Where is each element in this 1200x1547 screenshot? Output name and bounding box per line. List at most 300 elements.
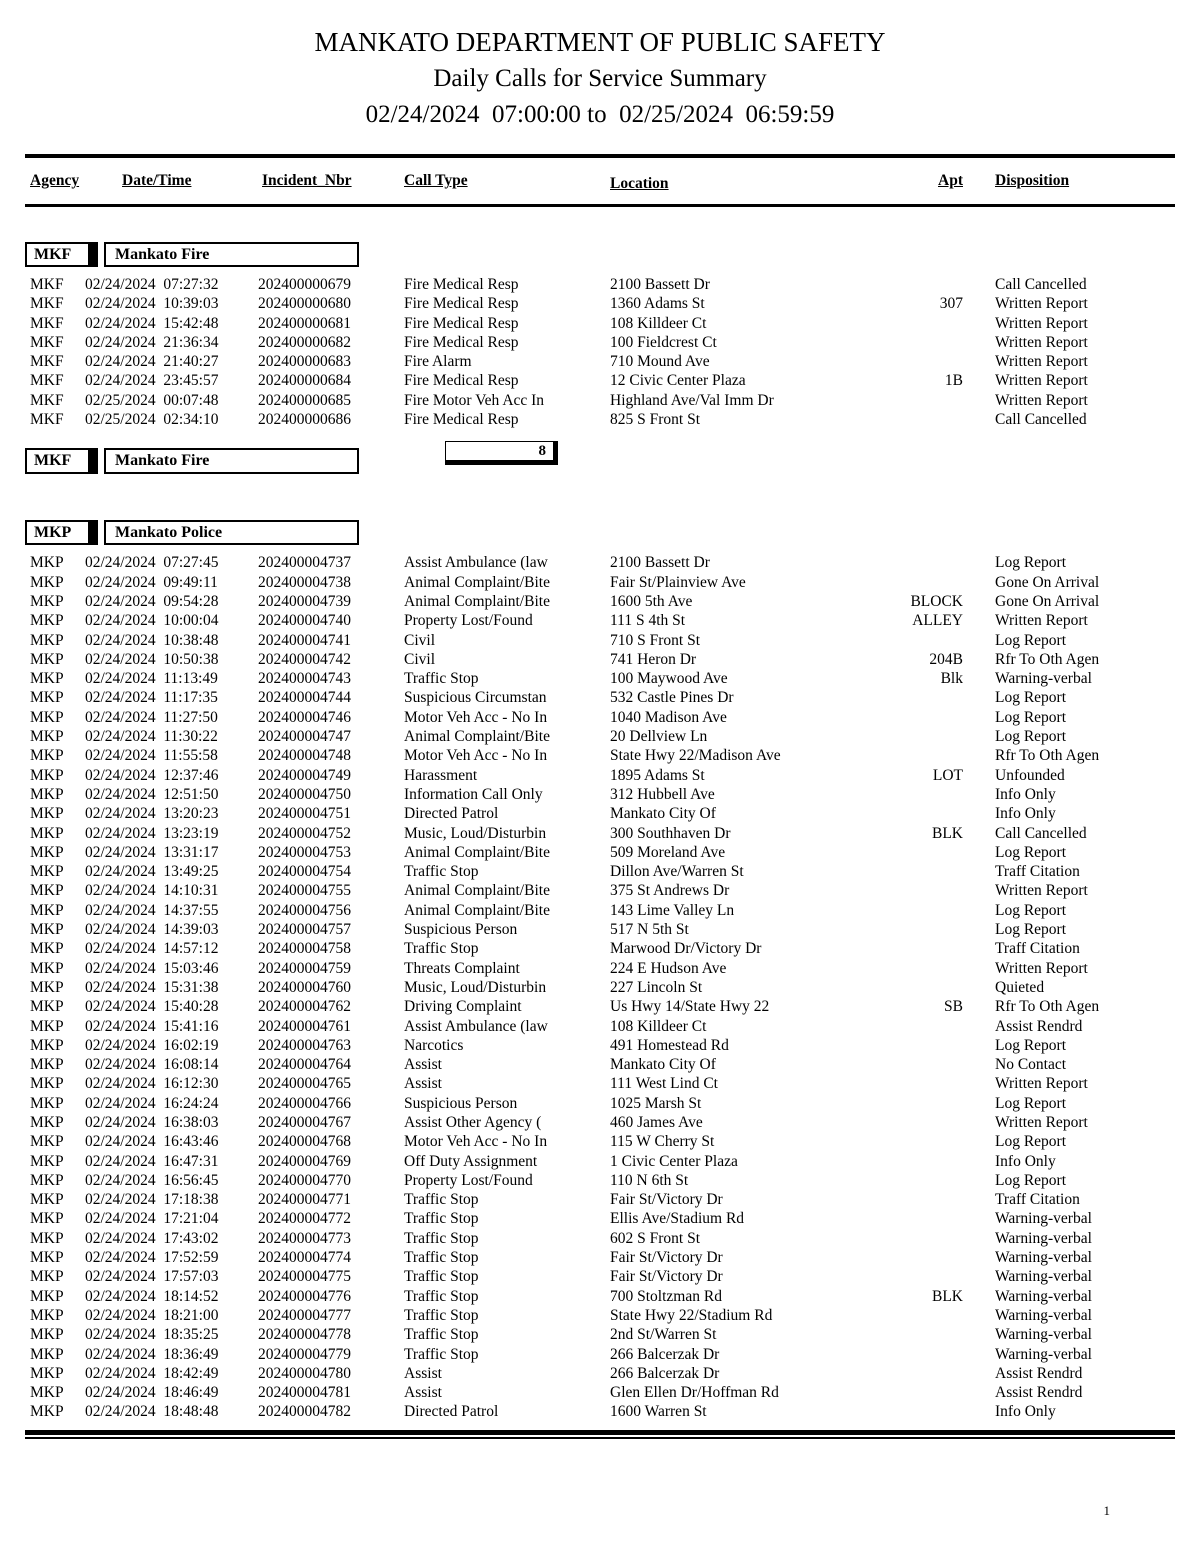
cell-agency: MKP — [30, 921, 64, 939]
cell-disposition: No Contact — [995, 1056, 1067, 1074]
agency-code-box: MKF — [25, 242, 90, 267]
cell-datetime: 02/24/2024 17:18:38 — [85, 1191, 219, 1209]
cell-disposition: Call Cancelled — [995, 276, 1087, 293]
table-row — [30, 553, 1170, 572]
agency-code-box: MKF — [25, 448, 90, 474]
cell-location: 312 Hubbell Ave — [610, 785, 715, 803]
cell-agency: MKP — [30, 1133, 64, 1151]
cell-location: 2nd St/Warren St — [610, 1326, 717, 1344]
table-row — [30, 1325, 1170, 1344]
cell-apt — [905, 901, 963, 920]
table-row — [30, 1364, 1170, 1383]
cell-incident-nbr: 202400004774 — [258, 1249, 351, 1267]
cell-incident-nbr: 202400004741 — [258, 631, 351, 649]
cell-location: 111 West Lind Ct — [610, 1075, 718, 1093]
cell-apt — [905, 1036, 963, 1055]
cell-incident-nbr: 202400004755 — [258, 882, 351, 900]
cell-disposition: Warning-verbal — [995, 1268, 1092, 1286]
cell-apt — [905, 410, 963, 429]
cell-disposition: Rfr To Oth Agen — [995, 998, 1100, 1016]
table-row — [30, 1190, 1170, 1209]
cell-datetime: 02/24/2024 15:41:16 — [85, 1017, 219, 1035]
cell-location: 375 St Andrews Dr — [610, 882, 730, 900]
cell-disposition: Rfr To Oth Agen — [995, 650, 1100, 668]
cell-datetime: 02/24/2024 17:57:03 — [85, 1268, 219, 1286]
cell-call-type: Fire Alarm — [404, 353, 472, 371]
cell-disposition: Written Report — [995, 314, 1088, 332]
cell-incident-nbr: 202400004775 — [258, 1268, 351, 1286]
agency-code-bar — [90, 448, 98, 474]
cell-location: Us Hwy 14/State Hwy 22 — [610, 998, 770, 1016]
cell-incident-nbr: 202400004764 — [258, 1056, 351, 1074]
cell-incident-nbr: 202400004770 — [258, 1171, 351, 1189]
table-row — [30, 650, 1170, 669]
cell-location: 491 Homestead Rd — [610, 1036, 729, 1054]
cell-agency: MKP — [30, 1229, 64, 1247]
cell-location: 710 Mound Ave — [610, 353, 710, 371]
cell-incident-nbr: 202400004738 — [258, 573, 351, 591]
table-row — [30, 766, 1170, 785]
cell-location: State Hwy 22/Madison Ave — [610, 747, 781, 765]
cell-call-type: Traffic Stop — [404, 1229, 479, 1247]
cell-datetime: 02/24/2024 14:57:12 — [85, 940, 219, 958]
cell-location: State Hwy 22/Stadium Rd — [610, 1306, 773, 1324]
cell-location: 143 Lime Valley Ln — [610, 901, 735, 919]
cell-disposition: Traff Citation — [995, 1191, 1080, 1209]
cell-datetime: 02/24/2024 13:20:23 — [85, 805, 219, 823]
section-header — [25, 242, 1170, 267]
header-rule-top — [25, 154, 1175, 158]
cell-disposition: Call Cancelled — [995, 824, 1087, 842]
cell-apt — [905, 631, 963, 650]
cell-agency: MKF — [30, 353, 64, 371]
cell-call-type: Fire Medical Resp — [404, 295, 519, 313]
table-row — [30, 1171, 1170, 1190]
cell-agency: MKP — [30, 650, 64, 668]
cell-call-type: Narcotics — [404, 1036, 464, 1054]
cell-datetime: 02/24/2024 09:49:11 — [85, 573, 218, 591]
cell-agency: MKP — [30, 785, 64, 803]
cell-call-type: Suspicious Person — [404, 1094, 518, 1112]
table-row — [30, 997, 1170, 1016]
cell-agency: MKP — [30, 863, 64, 881]
cell-location: 1025 Marsh St — [610, 1094, 702, 1112]
cell-datetime: 02/24/2024 16:24:24 — [85, 1094, 219, 1112]
cell-incident-nbr: 202400004782 — [258, 1403, 351, 1421]
cell-agency: MKP — [30, 766, 64, 784]
cell-call-type: Traffic Stop — [404, 1249, 479, 1267]
cell-apt — [905, 939, 963, 958]
report-header — [0, 0, 1200, 132]
cell-location: 1600 5th Ave — [610, 592, 693, 610]
cell-datetime: 02/24/2024 17:21:04 — [85, 1210, 219, 1228]
table-row — [30, 1209, 1170, 1228]
table-row — [30, 333, 1170, 352]
cell-datetime: 02/25/2024 00:07:48 — [85, 391, 219, 409]
cell-disposition: Assist Rendrd — [995, 1384, 1083, 1402]
cell-incident-nbr: 202400004781 — [258, 1384, 351, 1402]
cell-call-type: Traffic Stop — [404, 940, 479, 958]
cell-disposition: Assist Rendrd — [995, 1364, 1083, 1382]
cell-incident-nbr: 202400000679 — [258, 276, 351, 293]
table-row — [30, 688, 1170, 707]
cell-call-type: Directed Patrol — [404, 1403, 499, 1421]
report-body — [0, 242, 1200, 1422]
cell-disposition: Written Report — [995, 959, 1088, 977]
cell-incident-nbr: 202400004759 — [258, 959, 351, 977]
cell-incident-nbr: 202400000685 — [258, 391, 351, 409]
cell-location: Mankato City Of — [610, 1056, 716, 1074]
column-header-incident-nbr: Incident_Nbr — [262, 172, 352, 189]
cell-agency: MKP — [30, 1306, 64, 1324]
table-row — [30, 1074, 1170, 1093]
cell-agency: MKP — [30, 1094, 64, 1112]
report-subtitle: Daily Calls for Service Summary — [433, 65, 767, 92]
cell-incident-nbr: 202400004752 — [258, 824, 351, 842]
cell-agency: MKP — [30, 573, 64, 591]
table-row — [30, 1036, 1170, 1055]
section-footer — [25, 443, 1170, 474]
table-row — [30, 804, 1170, 823]
cell-apt — [905, 352, 963, 371]
cell-incident-nbr: 202400004756 — [258, 901, 351, 919]
table-row — [30, 1113, 1170, 1132]
cell-agency: MKF — [30, 276, 64, 293]
cell-datetime: 02/24/2024 11:55:58 — [85, 747, 218, 765]
cell-call-type: Assist Ambulance (law — [404, 1017, 548, 1035]
cell-datetime: 02/24/2024 11:13:49 — [85, 670, 218, 688]
cell-call-type: Fire Medical Resp — [404, 333, 519, 351]
cell-call-type: Harassment — [404, 766, 478, 784]
table-row — [30, 881, 1170, 900]
table-row — [30, 727, 1170, 746]
cell-apt: BLK — [932, 1287, 963, 1305]
cell-call-type: Animal Complaint/Bite — [404, 573, 550, 591]
cell-apt — [905, 978, 963, 997]
cell-apt — [905, 688, 963, 707]
cell-agency: MKP — [30, 978, 64, 996]
cell-agency: MKP — [30, 882, 64, 900]
cell-apt — [905, 1325, 963, 1344]
cell-apt — [905, 391, 963, 410]
cell-incident-nbr: 202400000681 — [258, 314, 351, 332]
column-header-apt: Apt — [938, 172, 963, 189]
cell-location: Fair St/Victory Dr — [610, 1191, 723, 1209]
cell-disposition: Warning-verbal — [995, 1306, 1092, 1324]
cell-location: Fair St/Plainview Ave — [610, 573, 746, 591]
cell-disposition: Written Report — [995, 333, 1088, 351]
cell-disposition: Warning-verbal — [995, 1229, 1092, 1247]
cell-apt — [905, 573, 963, 592]
header-rule-bottom — [25, 204, 1175, 207]
cell-incident-nbr: 202400004746 — [258, 708, 351, 726]
cell-call-type: Motor Veh Acc - No In — [404, 1133, 548, 1151]
cell-location: 12 Civic Center Plaza — [610, 372, 746, 390]
cell-agency: MKP — [30, 959, 64, 977]
table-row — [30, 862, 1170, 881]
cell-disposition: Log Report — [995, 689, 1067, 707]
table-row — [30, 978, 1170, 997]
table-row — [30, 371, 1170, 390]
cell-location: Highland Ave/Val Imm Dr — [610, 391, 774, 409]
table-row — [30, 275, 1170, 294]
cell-datetime: 02/24/2024 18:48:48 — [85, 1403, 219, 1421]
cell-apt — [905, 1229, 963, 1248]
cell-incident-nbr: 202400004737 — [258, 554, 351, 572]
cell-disposition: Written Report — [995, 882, 1088, 900]
cell-disposition: Log Report — [995, 921, 1067, 939]
agency-name-box: Mankato Fire — [104, 242, 359, 267]
cell-disposition: Written Report — [995, 353, 1088, 371]
cell-call-type: Fire Medical Resp — [404, 314, 519, 332]
cell-apt — [905, 881, 963, 900]
cell-agency: MKP — [30, 901, 64, 919]
cell-agency: MKP — [30, 1171, 64, 1189]
cell-disposition: Info Only — [995, 785, 1056, 803]
table-row — [30, 939, 1170, 958]
agency-name-box: Mankato Fire — [104, 448, 359, 474]
cell-call-type: Assist Other Agency ( — [404, 1113, 542, 1131]
cell-apt — [905, 1113, 963, 1132]
cell-call-type: Animal Complaint/Bite — [404, 882, 550, 900]
cell-apt — [905, 1267, 963, 1286]
cell-datetime: 02/24/2024 16:43:46 — [85, 1133, 219, 1151]
cell-agency: MKP — [30, 631, 64, 649]
cell-call-type: Assist — [404, 1364, 442, 1382]
cell-apt — [905, 1171, 963, 1190]
cell-datetime: 02/24/2024 12:51:50 — [85, 785, 219, 803]
cell-disposition: Rfr To Oth Agen — [995, 747, 1100, 765]
cell-apt: 1B — [944, 372, 963, 390]
table-row — [30, 785, 1170, 804]
column-header-datetime: Date/Time — [122, 172, 192, 189]
cell-agency: MKP — [30, 843, 64, 861]
cell-call-type: Assist — [404, 1075, 442, 1093]
cell-datetime: 02/24/2024 07:27:32 — [85, 276, 219, 293]
table-row — [30, 391, 1170, 410]
cell-agency: MKP — [30, 824, 64, 842]
cell-apt — [905, 314, 963, 333]
cell-location: 1 Civic Center Plaza — [610, 1152, 738, 1170]
cell-call-type: Animal Complaint/Bite — [404, 592, 550, 610]
cell-agency: MKF — [30, 314, 64, 332]
table-row — [30, 708, 1170, 727]
column-header-call-type: Call Type — [404, 172, 468, 189]
cell-agency: MKP — [30, 1191, 64, 1209]
cell-incident-nbr: 202400004767 — [258, 1113, 351, 1131]
table-row — [30, 592, 1170, 611]
cell-incident-nbr: 202400004747 — [258, 728, 351, 746]
cell-agency: MKP — [30, 1113, 64, 1131]
cell-agency: MKP — [30, 612, 64, 630]
cell-datetime: 02/24/2024 10:00:04 — [85, 612, 219, 630]
cell-apt: 307 — [939, 295, 963, 313]
cell-incident-nbr: 202400004773 — [258, 1229, 351, 1247]
cell-agency: MKP — [30, 1017, 64, 1035]
cell-datetime: 02/24/2024 18:46:49 — [85, 1384, 219, 1402]
cell-datetime: 02/24/2024 10:50:38 — [85, 650, 219, 668]
cell-incident-nbr: 202400004744 — [258, 689, 351, 707]
cell-apt — [905, 1306, 963, 1325]
cell-datetime: 02/24/2024 18:14:52 — [85, 1287, 219, 1305]
table-row — [30, 1402, 1170, 1421]
table-row — [30, 631, 1170, 650]
cell-call-type: Motor Veh Acc - No In — [404, 708, 548, 726]
cell-location: 602 S Front St — [610, 1229, 701, 1247]
cell-incident-nbr: 202400004765 — [258, 1075, 351, 1093]
cell-location: Dillon Ave/Warren St — [610, 863, 744, 881]
cell-datetime: 02/25/2024 02:34:10 — [85, 411, 219, 429]
cell-datetime: 02/24/2024 21:36:34 — [85, 333, 219, 351]
cell-incident-nbr: 202400004758 — [258, 940, 351, 958]
cell-disposition: Written Report — [995, 295, 1088, 313]
table-row — [30, 669, 1170, 688]
cell-datetime: 02/24/2024 18:35:25 — [85, 1326, 219, 1344]
cell-location: Glen Ellen Dr/Hoffman Rd — [610, 1384, 779, 1402]
cell-call-type: Fire Medical Resp — [404, 411, 519, 429]
cell-datetime: 02/24/2024 16:02:19 — [85, 1036, 219, 1054]
cell-call-type: Traffic Stop — [404, 1210, 479, 1228]
cell-call-type: Assist — [404, 1384, 442, 1402]
cell-call-type: Traffic Stop — [404, 1191, 479, 1209]
cell-location: 100 Fieldcrest Ct — [610, 333, 717, 351]
cell-incident-nbr: 202400004777 — [258, 1306, 351, 1324]
cell-datetime: 02/24/2024 11:30:22 — [85, 728, 218, 746]
agency-section — [30, 520, 1170, 1421]
table-row — [30, 1094, 1170, 1113]
cell-incident-nbr: 202400004753 — [258, 843, 351, 861]
cell-incident-nbr: 202400004757 — [258, 921, 351, 939]
cell-call-type: Traffic Stop — [404, 1306, 479, 1324]
cell-apt — [905, 843, 963, 862]
cell-apt — [905, 1132, 963, 1151]
cell-call-type: Driving Complaint — [404, 998, 522, 1016]
cell-datetime: 02/24/2024 10:38:48 — [85, 631, 219, 649]
cell-incident-nbr: 202400004751 — [258, 805, 351, 823]
table-row — [30, 1287, 1170, 1306]
cell-location: 227 Lincoln St — [610, 978, 703, 996]
cell-apt — [905, 920, 963, 939]
cell-location: 108 Killdeer Ct — [610, 314, 707, 332]
cell-disposition: Info Only — [995, 1403, 1056, 1421]
cell-agency: MKP — [30, 554, 64, 572]
cell-incident-nbr: 202400004772 — [258, 1210, 351, 1228]
cell-agency: MKP — [30, 592, 64, 610]
cell-incident-nbr: 202400004760 — [258, 978, 351, 996]
column-header-disposition: Disposition — [995, 172, 1070, 189]
cell-agency: MKP — [30, 805, 64, 823]
cell-location: Ellis Ave/Stadium Rd — [610, 1210, 745, 1228]
cell-agency: MKP — [30, 1268, 64, 1286]
cell-call-type: Off Duty Assignment — [404, 1152, 538, 1170]
cell-incident-nbr: 202400004771 — [258, 1191, 351, 1209]
cell-incident-nbr: 202400004750 — [258, 785, 351, 803]
cell-agency: MKP — [30, 1403, 64, 1421]
cell-apt: ALLEY — [912, 612, 963, 630]
cell-location: 108 Killdeer Ct — [610, 1017, 707, 1035]
cell-call-type: Traffic Stop — [404, 1268, 479, 1286]
cell-call-type: Suspicious Person — [404, 921, 518, 939]
cell-datetime: 02/24/2024 11:17:35 — [85, 689, 218, 707]
cell-incident-nbr: 202400000683 — [258, 353, 351, 371]
cell-incident-nbr: 202400004763 — [258, 1036, 351, 1054]
cell-apt — [905, 1074, 963, 1093]
cell-incident-nbr: 202400004743 — [258, 670, 351, 688]
cell-datetime: 02/24/2024 17:43:02 — [85, 1229, 219, 1247]
table-row — [30, 1383, 1170, 1402]
cell-apt — [905, 1152, 963, 1171]
cell-disposition: Warning-verbal — [995, 1326, 1092, 1344]
cell-incident-nbr: 202400004766 — [258, 1094, 351, 1112]
cell-agency: MKP — [30, 1287, 64, 1305]
cell-datetime: 02/24/2024 13:49:25 — [85, 863, 219, 881]
page-number: 1 — [1103, 1503, 1110, 1518]
cell-location: 509 Moreland Ave — [610, 843, 726, 861]
cell-disposition: Assist Rendrd — [995, 1017, 1083, 1035]
table-row — [30, 352, 1170, 371]
cell-datetime: 02/24/2024 13:23:19 — [85, 824, 219, 842]
cell-call-type: Property Lost/Found — [404, 612, 533, 630]
cell-apt — [905, 959, 963, 978]
cell-apt — [905, 553, 963, 572]
cell-agency: MKF — [30, 333, 64, 351]
cell-location: 111 S 4th St — [610, 612, 686, 630]
cell-incident-nbr: 202400004739 — [258, 592, 351, 610]
cell-call-type: Traffic Stop — [404, 863, 479, 881]
cell-apt: SB — [944, 998, 963, 1016]
cell-disposition: Warning-verbal — [995, 1249, 1092, 1267]
cell-location: 460 James Ave — [610, 1113, 703, 1131]
table-row — [30, 843, 1170, 862]
cell-apt — [905, 1094, 963, 1113]
cell-call-type: Property Lost/Found — [404, 1171, 533, 1189]
table-row — [30, 1267, 1170, 1286]
cell-agency: MKP — [30, 1249, 64, 1267]
cell-apt — [905, 746, 963, 765]
cell-agency: MKP — [30, 1345, 64, 1363]
cell-call-type: Fire Motor Veh Acc In — [404, 391, 545, 409]
cell-disposition: Written Report — [995, 1075, 1088, 1093]
table-row — [30, 1306, 1170, 1325]
cell-agency: MKP — [30, 1152, 64, 1170]
table-row — [30, 1055, 1170, 1074]
cell-location: 300 Southhaven Dr — [610, 824, 731, 842]
cell-agency: MKP — [30, 1075, 64, 1093]
cell-apt — [905, 727, 963, 746]
cell-datetime: 02/24/2024 18:42:49 — [85, 1364, 219, 1382]
agency-code-bar — [90, 520, 98, 545]
cell-incident-nbr: 202400004769 — [258, 1152, 351, 1170]
cell-incident-nbr: 202400004762 — [258, 998, 351, 1016]
cell-incident-nbr: 202400004776 — [258, 1287, 351, 1305]
cell-location: Mankato City Of — [610, 805, 716, 823]
section-header — [25, 520, 1170, 545]
cell-datetime: 02/24/2024 10:39:03 — [85, 295, 219, 313]
cell-disposition: Warning-verbal — [995, 1345, 1092, 1363]
cell-disposition: Info Only — [995, 1152, 1056, 1170]
cell-agency: MKP — [30, 708, 64, 726]
cell-datetime: 02/24/2024 12:37:46 — [85, 766, 219, 784]
call-rows — [30, 553, 1170, 1421]
cell-incident-nbr: 202400004742 — [258, 650, 351, 668]
column-headers — [30, 172, 1170, 194]
cell-call-type: Threats Complaint — [404, 959, 520, 977]
table-row — [30, 1152, 1170, 1171]
table-row — [30, 314, 1170, 333]
cell-datetime: 02/24/2024 16:56:45 — [85, 1171, 219, 1189]
cell-location: 1895 Adams St — [610, 766, 705, 784]
cell-call-type: Directed Patrol — [404, 805, 499, 823]
